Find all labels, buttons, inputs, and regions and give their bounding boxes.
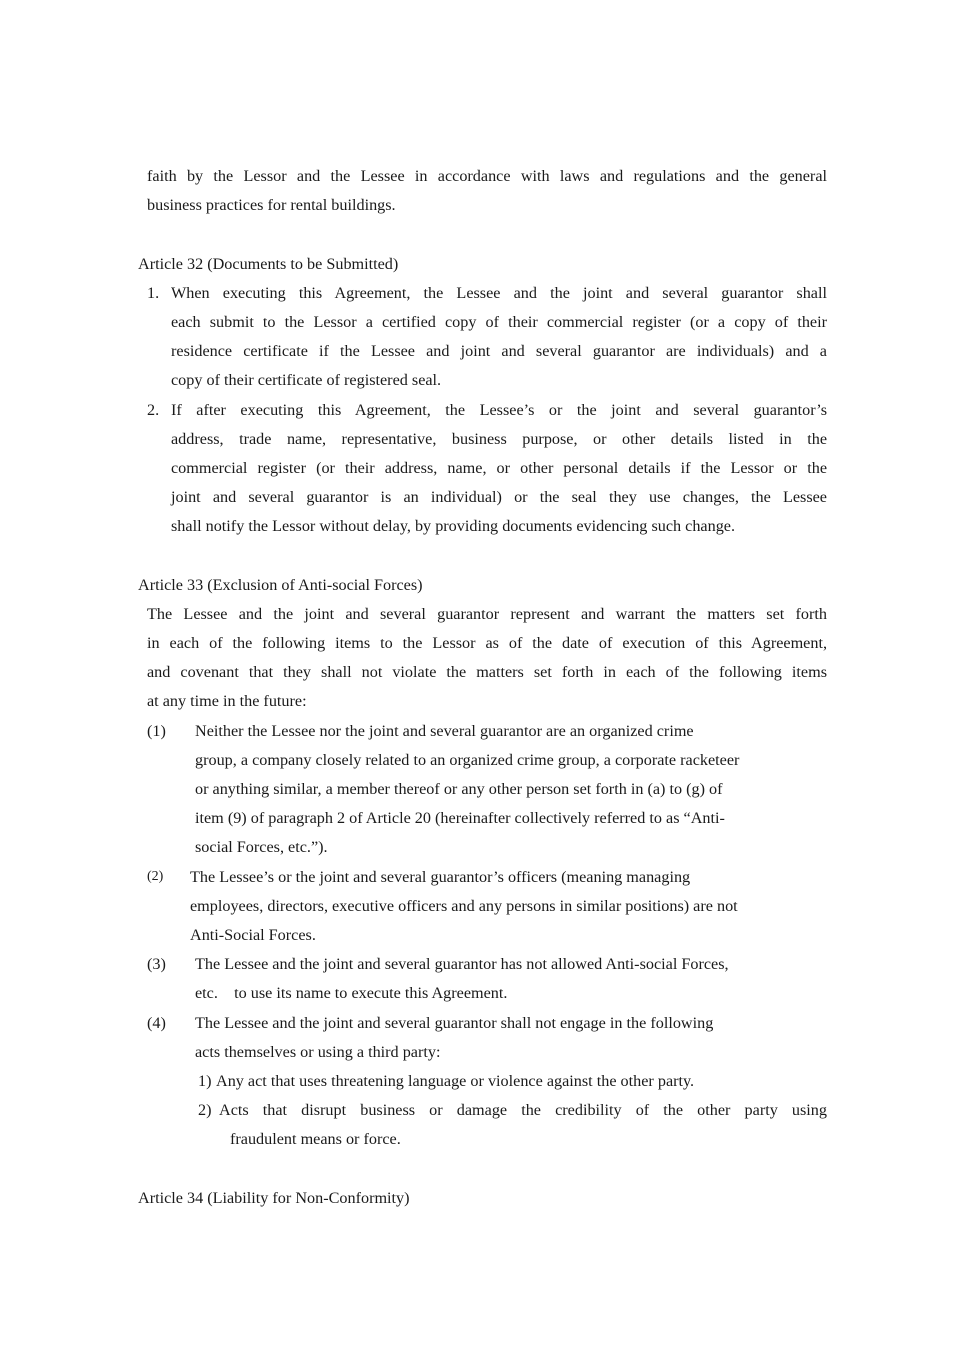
article-33-item-3-line: etc. to use its name to execute this Agreement. (195, 984, 508, 1002)
article-32-item-number: 2. (147, 401, 160, 419)
article-33-item-3-line: The Lessee and the joint and several guarantor has not allowed Anti-social Forces, (195, 955, 729, 973)
article-32-item-1-line: When executing this Agreement, the Lessee and the joint and several guarantor shall (171, 284, 827, 302)
article-33-item-label: (2) (147, 869, 164, 884)
article-33-item-1-line: item (9) of paragraph 2 of Article 20 (hereinafter collectively referred to as “Anti- (195, 809, 725, 827)
article-32-item-2-line: commercial register (or their address, name, or other personal details if the Lessor or the (171, 459, 827, 477)
article-33-intro-line: at any time in the future: (147, 692, 307, 710)
article-33-item-1-line: or anything similar, a member thereof or any other person set forth in (a) to (g) of (195, 780, 723, 798)
article-32-item-1-line: each submit to the Lessor a certified copy of their commercial register (or a copy of their (171, 313, 827, 331)
article-33-subitem-label: 2) (198, 1101, 212, 1119)
article-33-item-2-line: employees, directors, executive officers and any persons in similar positions) are not (190, 897, 738, 915)
preamble-line: business practices for rental buildings. (147, 196, 396, 214)
article-33-item-1-line: social Forces, etc.”). (195, 838, 328, 856)
article-33-heading: Article 33 (Exclusion of Anti-social Forces) (138, 576, 423, 594)
article-33-subitem-2-line: fraudulent means or force. (230, 1130, 401, 1148)
article-33-item-label: (1) (147, 722, 166, 740)
article-33-item-label: (3) (147, 955, 166, 973)
article-33-subitem-label: 1) (198, 1072, 212, 1090)
article-33-item-4-line: acts themselves or using a third party: (195, 1043, 441, 1061)
article-33-intro-line: and covenant that they shall not violate the matters set forth in each of the following items (147, 663, 827, 681)
article-32-heading: Article 32 (Documents to be Submitted) (138, 255, 399, 273)
article-33-subitem-2-line: Acts that disrupt business or damage the credibility of the other party using (219, 1101, 827, 1119)
article-32-item-number: 1. (147, 284, 160, 302)
article-34-heading: Article 34 (Liability for Non-Conformity) (138, 1189, 410, 1207)
article-33-item-1-line: group, a company closely related to an organized crime group, a corporate racketeer (195, 751, 740, 769)
article-33-intro-line: in each of the following items to the Lessor as of the date of execution of this Agreement, (147, 634, 827, 652)
article-33-item-2-line: The Lessee’s or the joint and several guarantor’s officers (meaning managing (190, 868, 691, 886)
preamble-line: faith by the Lessor and the Lessee in accordance with laws and regulations and the general (147, 167, 827, 185)
article-32-item-2-line: address, trade name, representative, business purpose, or other details listed in the (171, 430, 827, 448)
article-32-item-2-line: joint and several guarantor is an individual) or the seal they use changes, the Lessee (171, 488, 827, 506)
article-33-subitem-1-line: Any act that uses threatening language or violence against the other party. (216, 1072, 695, 1090)
article-32-item-1-line: residence certificate if the Lessee and joint and several guarantor are individuals) and a (171, 342, 827, 360)
article-32-item-1-line: copy of their certificate of registered seal. (171, 371, 442, 389)
article-33-item-2-line: Anti-Social Forces. (190, 926, 316, 944)
article-33-item-4-line: The Lessee and the joint and several guarantor shall not engage in the following (195, 1014, 714, 1032)
article-33-item-label: (4) (147, 1014, 166, 1032)
article-32-item-2-line: If after executing this Agreement, the Lessee’s or the joint and several guarantor’s (171, 401, 827, 419)
article-33-intro-line: The Lessee and the joint and several guarantor represent and warrant the matters set forth (147, 605, 827, 623)
article-32-item-2-line: shall notify the Lessor without delay, by providing documents evidencing such change. (171, 517, 736, 535)
article-33-item-1-line: Neither the Lessee nor the joint and several guarantor are an organized crime (195, 722, 694, 740)
